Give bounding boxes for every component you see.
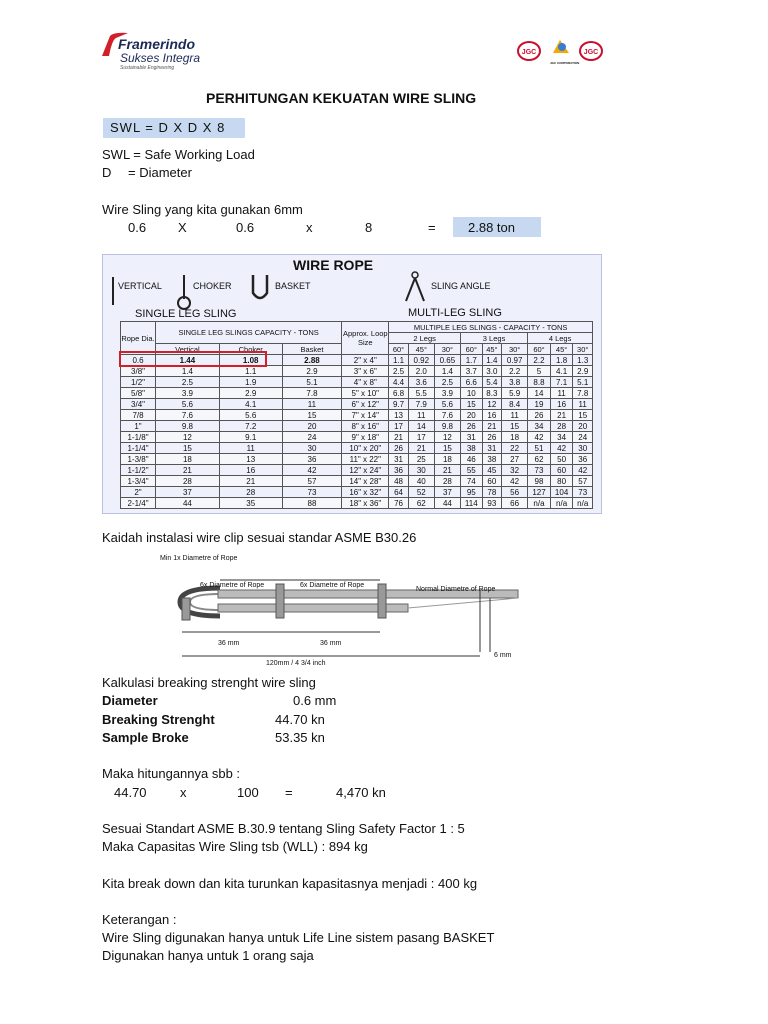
table-cell: 88 bbox=[282, 498, 342, 509]
table-cell: 42 bbox=[502, 476, 528, 487]
table-cell: 4" x 8" bbox=[342, 377, 389, 388]
table-cell: 31 bbox=[482, 443, 501, 454]
table-cell: 5.5 bbox=[408, 388, 434, 399]
table-cell: 8.8 bbox=[528, 377, 551, 388]
table-cell: 2" x 4" bbox=[342, 355, 389, 366]
table-cell: 14 bbox=[408, 421, 434, 432]
table-row bbox=[121, 421, 593, 432]
table-cell: 2.88 bbox=[282, 355, 342, 366]
table-cell: 11 bbox=[282, 399, 342, 410]
jgc-corporation-logo: JGC CORPORATION bbox=[550, 38, 572, 64]
multi-leg-heading: MULTI-LEG SLING bbox=[408, 307, 502, 319]
d-label: D bbox=[102, 165, 112, 180]
table-cell: 28 bbox=[434, 476, 460, 487]
subheader-cell: Vertical bbox=[156, 344, 220, 355]
calc1-result: 2.88 ton bbox=[468, 220, 515, 235]
standard-note: Sesuai Standart ASME B.30.9 tentang Sling Safety Factor 1 : 5 bbox=[102, 821, 465, 836]
table-cell: 44 bbox=[434, 498, 460, 509]
table-cell: 21 bbox=[482, 421, 501, 432]
table-cell: 14" x 28" bbox=[342, 476, 389, 487]
table-cell: 57 bbox=[282, 476, 342, 487]
dia6-label-2: 6x Diametre of Rope bbox=[300, 582, 365, 589]
table-cell: 21 bbox=[389, 432, 408, 443]
table-cell: 5.6 bbox=[434, 399, 460, 410]
table-cell: 8" x 16" bbox=[342, 421, 389, 432]
page-title: PERHITUNGAN KEKUATAN WIRE SLING bbox=[206, 90, 477, 106]
subheader-cell: 30° bbox=[502, 344, 528, 355]
table-cell: 31 bbox=[460, 432, 482, 443]
table-cell: 48 bbox=[389, 476, 408, 487]
company-name-2: Sukses Integra bbox=[120, 51, 201, 65]
table-cell: 98 bbox=[528, 476, 551, 487]
calc2-intro: Maka hitungannya sbb : bbox=[102, 766, 241, 781]
table-cell: 1-3/8" bbox=[121, 454, 156, 465]
capacity-note: Maka Capasitas Wire Sling tsb (WLL) : 894 kg bbox=[102, 839, 368, 854]
diameter-value: 0.6 mm bbox=[293, 693, 337, 708]
table-cell: 12 bbox=[434, 432, 460, 443]
table-cell: 18 bbox=[502, 432, 528, 443]
table-cell: 3" x 6" bbox=[342, 366, 389, 377]
table-cell: 7.6 bbox=[156, 410, 220, 421]
sling-angle-label: SLING ANGLE bbox=[431, 281, 491, 291]
table-cell: 9.8 bbox=[434, 421, 460, 432]
table-cell: 1-3/4" bbox=[121, 476, 156, 487]
table-cell: n/a bbox=[550, 498, 573, 509]
table-cell: n/a bbox=[573, 498, 593, 509]
table-cell: 46 bbox=[460, 454, 482, 465]
table-row bbox=[121, 399, 593, 410]
table-cell: 25 bbox=[408, 454, 434, 465]
remark-line-1: Wire Sling digunakan hanya untuk Life Line sistem pasang BASKET bbox=[102, 930, 495, 945]
table-cell: 2.2 bbox=[502, 366, 528, 377]
table-cell: 1.4 bbox=[156, 366, 220, 377]
table-cell: 93 bbox=[482, 498, 501, 509]
jgc-logo-1: JGC bbox=[517, 41, 541, 61]
table-row bbox=[121, 498, 593, 509]
table-cell: 73 bbox=[573, 487, 593, 498]
table-cell: 74 bbox=[460, 476, 482, 487]
table-cell: 21 bbox=[156, 465, 220, 476]
table-cell: 7.1 bbox=[550, 377, 573, 388]
table-cell: 1-1/8" bbox=[121, 432, 156, 443]
table-cell: 1.8 bbox=[550, 355, 573, 366]
table-cell: 9" x 18" bbox=[342, 432, 389, 443]
vertical-sling-icon bbox=[107, 275, 119, 307]
table-cell: 20 bbox=[573, 421, 593, 432]
subheader-cell: 60° bbox=[389, 344, 408, 355]
subheader-cell: 60° bbox=[528, 344, 551, 355]
calc2-op: x bbox=[180, 785, 187, 800]
table-cell: 16 bbox=[550, 399, 573, 410]
table-cell: 114 bbox=[460, 498, 482, 509]
remark-line-2: Digunakan hanya untuk 1 orang saja bbox=[102, 948, 314, 963]
table-cell: 2.5 bbox=[434, 377, 460, 388]
mm36-label-1: 36 mm bbox=[218, 640, 240, 647]
table-cell: 11 bbox=[219, 443, 282, 454]
table-cell: 52 bbox=[408, 487, 434, 498]
table-cell: 95 bbox=[460, 487, 482, 498]
table-cell: n/a bbox=[528, 498, 551, 509]
choker-label: CHOKER bbox=[193, 281, 232, 291]
table-cell: 2.2 bbox=[528, 355, 551, 366]
table-cell: 13 bbox=[389, 410, 408, 421]
table-cell: 7.8 bbox=[573, 388, 593, 399]
table-cell: 26 bbox=[482, 432, 501, 443]
table-cell: 13 bbox=[219, 454, 282, 465]
wire-rope-capacity-table bbox=[120, 321, 593, 509]
table-cell: 36 bbox=[389, 465, 408, 476]
clip-heading: Kaidah instalasi wire clip sesuai standar ASME B30.26 bbox=[102, 530, 417, 545]
table-cell: 0.97 bbox=[502, 355, 528, 366]
table-cell: 34 bbox=[528, 421, 551, 432]
table-cell: 5.4 bbox=[482, 377, 501, 388]
table-cell: 6" x 12" bbox=[342, 399, 389, 410]
table-cell: 4.1 bbox=[219, 399, 282, 410]
table-cell: 5.9 bbox=[502, 388, 528, 399]
table-cell: 42 bbox=[282, 465, 342, 476]
table-cell: 1-1/2" bbox=[121, 465, 156, 476]
table-cell: 1.9 bbox=[219, 377, 282, 388]
table-cell: 21 bbox=[408, 443, 434, 454]
calc2-a: 44.70 bbox=[114, 785, 147, 800]
choker-sling-icon bbox=[175, 273, 193, 311]
table-cell: 11" x 22" bbox=[342, 454, 389, 465]
table-cell: 2.5 bbox=[156, 377, 220, 388]
table-cell: 32 bbox=[502, 465, 528, 476]
header-multi-leg: MULTIPLE LEG SLINGS - CAPACITY - TONS bbox=[389, 322, 593, 333]
table-cell: 4.4 bbox=[389, 377, 408, 388]
table-cell: 20 bbox=[460, 410, 482, 421]
table-cell: 8.3 bbox=[482, 388, 501, 399]
table-cell: 62 bbox=[528, 454, 551, 465]
table-cell: 2.5 bbox=[389, 366, 408, 377]
dia6-label-1: 6x Diametre of Rope bbox=[200, 582, 265, 589]
table-cell: 10" x 20" bbox=[342, 443, 389, 454]
table-cell: 5/8" bbox=[121, 388, 156, 399]
table-row bbox=[121, 410, 593, 421]
company-tagline: Sustainable Engineering bbox=[120, 65, 175, 71]
table-cell: 55 bbox=[460, 465, 482, 476]
table-cell: 76 bbox=[389, 498, 408, 509]
subheader-cell: Choker bbox=[219, 344, 282, 355]
table-cell: 24 bbox=[573, 432, 593, 443]
table-cell: 21 bbox=[434, 465, 460, 476]
table-cell: 42 bbox=[573, 465, 593, 476]
table-cell: 42 bbox=[550, 443, 573, 454]
table-cell: 18 bbox=[156, 454, 220, 465]
header-loop-size: Approx. Loop Size bbox=[342, 322, 389, 355]
table-cell: 38 bbox=[460, 443, 482, 454]
table-cell: 15 bbox=[460, 399, 482, 410]
table-cell: 44 bbox=[156, 498, 220, 509]
table-cell: 6.8 bbox=[389, 388, 408, 399]
table-cell: 28 bbox=[550, 421, 573, 432]
min-dia-label: Min 1x Diametre of Rope bbox=[160, 555, 238, 562]
table-cell: 0.6 bbox=[121, 355, 156, 366]
table-cell: 1.08 bbox=[219, 355, 282, 366]
table-cell: 9.1 bbox=[219, 432, 282, 443]
table-cell: 1.1 bbox=[219, 366, 282, 377]
swl-definition: SWL = Safe Working Load bbox=[102, 147, 255, 162]
table-cell: 5.6 bbox=[219, 410, 282, 421]
vertical-label: VERTICAL bbox=[118, 281, 162, 291]
table-cell: 30 bbox=[282, 443, 342, 454]
subheader-cell: 30° bbox=[573, 344, 593, 355]
table-cell: 27 bbox=[502, 454, 528, 465]
subheader-cell: 60° bbox=[460, 344, 482, 355]
calc1-a: 0.6 bbox=[128, 220, 147, 235]
table-cell: 3.9 bbox=[434, 388, 460, 399]
table-cell: 4.1 bbox=[550, 366, 573, 377]
sling-angle-icon bbox=[403, 271, 427, 303]
table-cell: 5.1 bbox=[282, 377, 342, 388]
table-cell: 10 bbox=[460, 388, 482, 399]
table-cell: 7/8 bbox=[121, 410, 156, 421]
table-cell: 34 bbox=[550, 432, 573, 443]
header-2-legs: 2 Legs bbox=[389, 333, 461, 344]
table-cell: 7.9 bbox=[408, 399, 434, 410]
breaking-strength-label: Breaking Strenght bbox=[102, 712, 215, 727]
table-cell: 36 bbox=[573, 454, 593, 465]
table-cell: 21 bbox=[219, 476, 282, 487]
breaking-heading: Kalkulasi breaking strenght wire sling bbox=[102, 675, 316, 690]
table-cell: 26 bbox=[389, 443, 408, 454]
table-cell: 7.8 bbox=[282, 388, 342, 399]
partner-logos bbox=[517, 38, 605, 66]
table-cell: 1.7 bbox=[460, 355, 482, 366]
table-cell: 30 bbox=[573, 443, 593, 454]
diameter-label: Diameter bbox=[102, 693, 158, 708]
table-cell: 3/8" bbox=[121, 366, 156, 377]
table-cell: 11 bbox=[573, 399, 593, 410]
table-cell: 11 bbox=[550, 388, 573, 399]
table-cell: 15 bbox=[156, 443, 220, 454]
basket-label: BASKET bbox=[275, 281, 311, 291]
table-cell: 1.4 bbox=[434, 366, 460, 377]
subheader-cell: Basket bbox=[282, 344, 342, 355]
table-cell: 1.3 bbox=[573, 355, 593, 366]
table-cell: 1.44 bbox=[156, 355, 220, 366]
calc1-c: 8 bbox=[365, 220, 373, 235]
table-row bbox=[121, 487, 593, 498]
d-definition: = Diameter bbox=[128, 165, 192, 180]
table-cell: 50 bbox=[550, 454, 573, 465]
table-cell: 8.4 bbox=[502, 399, 528, 410]
table-header-row bbox=[121, 322, 593, 333]
table-row bbox=[121, 476, 593, 487]
table-cell: 3/4" bbox=[121, 399, 156, 410]
table-cell: 127 bbox=[528, 487, 551, 498]
header-rope-dia: Rope Dia. bbox=[121, 322, 156, 355]
table-cell: 1.1 bbox=[389, 355, 408, 366]
table-row bbox=[121, 377, 593, 388]
calc2-eq: = bbox=[285, 785, 293, 800]
mm120-label: 120mm / 4 3/4 inch bbox=[266, 660, 326, 667]
table-cell: 15 bbox=[282, 410, 342, 421]
single-leg-heading: SINGLE LEG SLING bbox=[135, 308, 237, 320]
table-cell: 16 bbox=[219, 465, 282, 476]
table-cell: 0.92 bbox=[408, 355, 434, 366]
table-cell: 60 bbox=[482, 476, 501, 487]
table-cell: 51 bbox=[528, 443, 551, 454]
jgc-mark-icon bbox=[550, 38, 572, 56]
table-cell: 40 bbox=[408, 476, 434, 487]
table-cell: 15 bbox=[502, 421, 528, 432]
table-cell: 3.0 bbox=[482, 366, 501, 377]
table-row bbox=[121, 443, 593, 454]
calc1-op1: X bbox=[178, 220, 187, 235]
table-cell: 66 bbox=[502, 498, 528, 509]
table-cell: 5" x 10" bbox=[342, 388, 389, 399]
table-cell: 1" bbox=[121, 421, 156, 432]
table-cell: 1/2" bbox=[121, 377, 156, 388]
table-cell: 17 bbox=[389, 421, 408, 432]
table-cell: 26 bbox=[460, 421, 482, 432]
table-cell: 2.9 bbox=[573, 366, 593, 377]
table-cell: 45 bbox=[482, 465, 501, 476]
jgc-logo-2: JGC bbox=[579, 41, 603, 61]
table-cell: 16 bbox=[482, 410, 501, 421]
table-cell: 12" x 24" bbox=[342, 465, 389, 476]
mm6-label: 6 mm bbox=[494, 652, 512, 659]
company-name: Framerindo bbox=[118, 36, 196, 52]
sample-broke-label: Sample Broke bbox=[102, 730, 189, 745]
table-cell: 104 bbox=[550, 487, 573, 498]
table-cell: 38 bbox=[482, 454, 501, 465]
table-cell: 36 bbox=[282, 454, 342, 465]
table-cell: 22 bbox=[502, 443, 528, 454]
wire-clip-diagram-drawing bbox=[160, 552, 540, 672]
breakdown-note: Kita break down dan kita turunkan kapasitasnya menjadi : 400 kg bbox=[102, 876, 478, 891]
table-cell: 20 bbox=[282, 421, 342, 432]
table-cell: 17 bbox=[408, 432, 434, 443]
table-cell: 56 bbox=[502, 487, 528, 498]
table-cell: 18" x 36" bbox=[342, 498, 389, 509]
table-cell: 9.7 bbox=[389, 399, 408, 410]
table-cell: 16" x 32" bbox=[342, 487, 389, 498]
basket-sling-icon bbox=[249, 273, 271, 303]
subheader-cell: 45° bbox=[482, 344, 501, 355]
breaking-strength-value: 44.70 kn bbox=[275, 712, 325, 727]
table-cell: 5.1 bbox=[573, 377, 593, 388]
calc1-eq: = bbox=[428, 220, 436, 235]
table-cell: 35 bbox=[219, 498, 282, 509]
table-cell: 64 bbox=[389, 487, 408, 498]
table-cell: 15 bbox=[434, 443, 460, 454]
table-cell: 21 bbox=[550, 410, 573, 421]
table-cell: 12 bbox=[156, 432, 220, 443]
table-cell: 12 bbox=[482, 399, 501, 410]
table-cell: 11 bbox=[408, 410, 434, 421]
table-cell: 5 bbox=[528, 366, 551, 377]
table-cell: 2.9 bbox=[282, 366, 342, 377]
table-cell: 37 bbox=[156, 487, 220, 498]
calc1-op2: x bbox=[306, 220, 313, 235]
table-cell: 2" bbox=[121, 487, 156, 498]
table-cell: 57 bbox=[573, 476, 593, 487]
table-cell: 9.8 bbox=[156, 421, 220, 432]
calc1-intro: Wire Sling yang kita gunakan 6mm bbox=[102, 202, 303, 217]
table-cell: 42 bbox=[528, 432, 551, 443]
table-row bbox=[121, 432, 593, 443]
table-row bbox=[121, 454, 593, 465]
calc1-b: 0.6 bbox=[236, 220, 255, 235]
table-cell: 1-1/4" bbox=[121, 443, 156, 454]
highlight-row-box bbox=[119, 351, 267, 367]
table-cell: 62 bbox=[408, 498, 434, 509]
table-cell: 18 bbox=[434, 454, 460, 465]
table-cell: 14 bbox=[528, 388, 551, 399]
subheader-cell: 45° bbox=[550, 344, 573, 355]
wire-clip-diagram bbox=[160, 552, 540, 672]
table-cell: 1.4 bbox=[482, 355, 501, 366]
table-cell: 80 bbox=[550, 476, 573, 487]
table-cell: 37 bbox=[434, 487, 460, 498]
table-cell: 6.6 bbox=[460, 377, 482, 388]
table-cell: 24 bbox=[282, 432, 342, 443]
calc2-b: 100 bbox=[237, 785, 259, 800]
table-cell: 2.9 bbox=[219, 388, 282, 399]
subheader-cell: 30° bbox=[434, 344, 460, 355]
table-cell: 26 bbox=[528, 410, 551, 421]
table-cell: 3.6 bbox=[408, 377, 434, 388]
company-logo bbox=[100, 30, 210, 70]
subheader-cell: 45° bbox=[408, 344, 434, 355]
table-cell: 2-1/4" bbox=[121, 498, 156, 509]
table-cell: 73 bbox=[528, 465, 551, 476]
table-cell: 15 bbox=[573, 410, 593, 421]
table-cell: 5.6 bbox=[156, 399, 220, 410]
formula: SWL = D X D X 8 bbox=[110, 120, 226, 135]
normal-dia-label: Normal Diametre of Rope bbox=[416, 586, 496, 593]
table-cell: 2.0 bbox=[408, 366, 434, 377]
header-single-leg: SINGLE LEG SLINGS CAPACITY - TONS bbox=[156, 322, 342, 344]
table-cell: 3.9 bbox=[156, 388, 220, 399]
table-cell: 28 bbox=[219, 487, 282, 498]
calc2-result: 4,470 kn bbox=[336, 785, 386, 800]
table-row bbox=[121, 388, 593, 399]
mm36-label-2: 36 mm bbox=[320, 640, 342, 647]
table-cell: 78 bbox=[482, 487, 501, 498]
table-row bbox=[121, 465, 593, 476]
table-cell: 31 bbox=[389, 454, 408, 465]
table-cell: 73 bbox=[282, 487, 342, 498]
sample-broke-value: 53.35 kn bbox=[275, 730, 325, 745]
table-cell: 0.65 bbox=[434, 355, 460, 366]
table-cell: 11 bbox=[502, 410, 528, 421]
table-row bbox=[121, 366, 593, 377]
table-cell: 28 bbox=[156, 476, 220, 487]
table-cell: 7.6 bbox=[434, 410, 460, 421]
table-cell: 7.2 bbox=[219, 421, 282, 432]
table-cell: 60 bbox=[550, 465, 573, 476]
table-cell: 3.8 bbox=[502, 377, 528, 388]
remarks-heading: Keterangan : bbox=[102, 912, 177, 927]
table-cell: 19 bbox=[528, 399, 551, 410]
table-cell: 30 bbox=[408, 465, 434, 476]
wire-rope-title: WIRE ROPE bbox=[293, 257, 374, 273]
table-cell: 3.7 bbox=[460, 366, 482, 377]
table-cell: 7" x 14" bbox=[342, 410, 389, 421]
header-4-legs: 4 Legs bbox=[528, 333, 593, 344]
header-3-legs: 3 Legs bbox=[460, 333, 527, 344]
wire-rope-table-image bbox=[102, 254, 602, 514]
